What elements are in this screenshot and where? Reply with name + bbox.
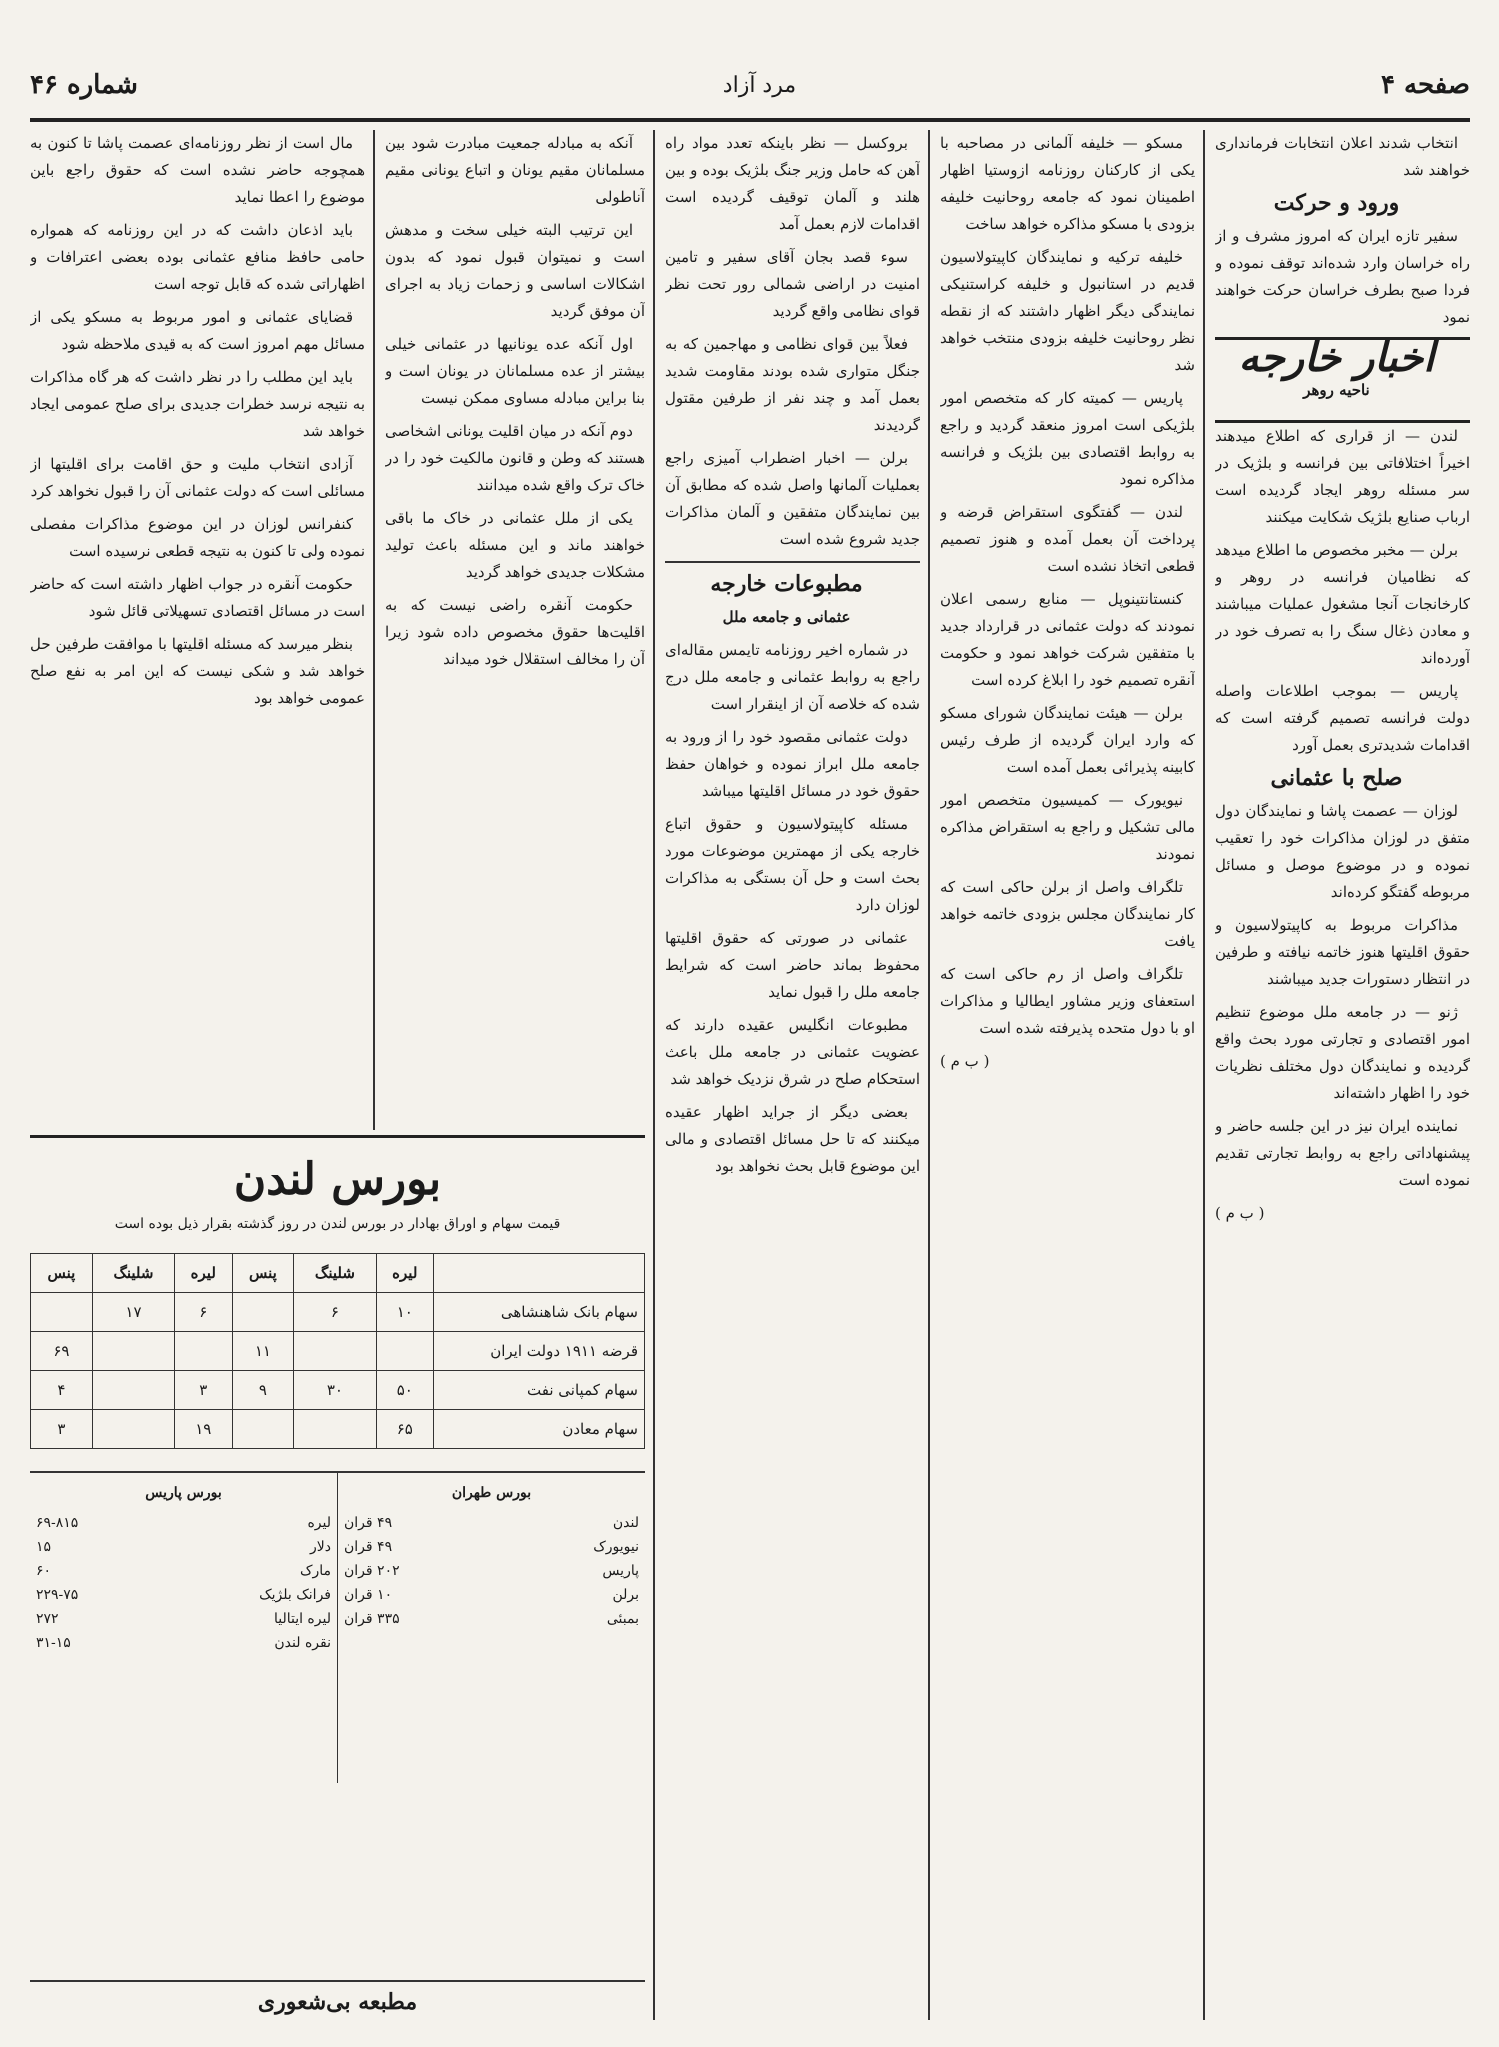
exchange-key: دلار [310,1539,331,1555]
press-para: مطبوعات انگلیس عقیده دارند که عضویت عثمانی در جامعه ملل باعث استحکام صلح در شرق نزدیک خواهد شد [665,1016,920,1088]
rates-header: پنس [232,1254,294,1293]
exchange-value: ۲۰۲ قران [344,1563,400,1579]
foreign-news-sub: ناحیه روهر [1303,381,1370,399]
peace-heading: صلح با عثمانی [1270,765,1403,791]
list-item [36,1631,331,1655]
rate-cell: ۴ [31,1371,93,1410]
col2-para: برلن — هیئت نمایندگان شورای مسکو که وارد ایران گردیده از طرف رئیس کابینه پذیرائی بعمل آمده است [940,704,1195,776]
exchange-key: پاریس [602,1563,639,1579]
exchange-value: ۲۷۲ [36,1611,59,1627]
foreign-news-header [1215,334,1470,423]
press-sub: عثمانی و جامعه ملل [722,608,851,626]
table-row [31,1371,645,1410]
rate-name: قرضه ۱۹۱۱ دولت ایران [434,1332,645,1371]
rate-cell: ۳ [31,1410,93,1449]
rates-header: لیره [175,1254,232,1293]
list-item [344,1583,639,1607]
col4-para: این ترتیب البته خیلی سخت و مدهش است و نمیتوان قبول نمود که بدون اشکالات اساسی و زحمات زیاد به اجرای آن موفق گردید [385,221,645,320]
list-item [36,1559,331,1583]
press-para: دولت عثمانی مقصود خود را از ورود به جامعه ملل ابراز نموده و خواهان حفظ حقوق خود در مسائل اقلیتها میباشد [665,728,920,800]
rate-cell: ۱۰ [376,1293,433,1332]
press-para: در شماره اخیر روزنامه تایمس مقاله‌ای راجع به روابط عثمانی و جامعه ملل درج شده که خلاصه آن از اینقرار است [665,641,920,713]
col3-para: فعلاً بین قوای نظامی و مهاجمین که به جنگل متواری شده بودند مقاومت شدید بعمل آمد و چند نفر از طرفین مقتول گردیدند [665,335,920,434]
rate-cell: ۶ [175,1293,232,1332]
newspaper-page [30,40,1470,2030]
exchange-key: لیره ایتالیا [273,1611,331,1627]
exchange-panels [30,1471,645,1783]
rate-cell: ۵۰ [376,1371,433,1410]
col2-para: خلیفه ترکیه و نمایندگان کاپیتولاسیون قدیم در استانبول و خلیفه کراستنیکی نمایندگی دیگر اظهار داشتند که از نقطه نظر روحانیت خلیفه بزودی منتخب خواهد شد [940,248,1195,374]
paris-bourse-title: بورس پاریس [145,1485,222,1501]
foreign-news-heading: اخبار خارجه [1238,334,1435,381]
issue-number: شماره ۴۶ [30,70,138,100]
table-row [31,1293,645,1332]
table-row [31,1410,645,1449]
exchange-value: ۱۰ قران [344,1587,393,1603]
page-header [30,60,1470,110]
rate-cell: ۹ [232,1371,294,1410]
page-number: صفحه ۴ [1381,70,1470,100]
rate-cell: ۱۷ [92,1293,174,1332]
exchange-key: بمبئی [606,1611,639,1627]
column-1 [1215,130,1470,2020]
col1-para: لوزان — عصمت پاشا و نمایندگان دول متفق در لوزان مذاکرات خود را تعقیب نموده و در موضوع موصل و مسائل مربوطه گفتگو کرده‌اند [1215,802,1470,901]
rate-cell: ۳۰ [294,1371,376,1410]
press-para: عثمانی در صورتی که حقوق اقلیتها محفوظ بماند حاضر است که شرایط جامعه ملل را قبول نماید [665,929,920,1001]
col2-para: پاریس — کمیته کار که متخصص امور بلژیکی است امروز منعقد گردید و راجع به روابط اقتصادی بین بلژیک و فرانسه مذاکره نمود [940,389,1195,488]
column-5 [30,130,365,1170]
exchange-key: برلن [612,1587,639,1603]
list-item [344,1607,639,1631]
col3-para: بروکسل — نظر باینکه تعدد مواد راه آهن که حامل وزیر جنگ بلژیک بوده و بین هلند و آلمان توقیف گردیده است اقدامات لازم بعمل آمد [665,134,920,233]
col2-para: مسکو — خلیفه آلمانی در مصاحبه با یکی از کارکنان روزنامه ازوستیا اظهار اطمینان نمود که جامعه روحانیت خلیفه بزودی با مسکو مذاکره خواهد ساخت [940,134,1195,233]
column-4 [385,130,645,890]
col2-para: تلگراف واصل از برلن حاکی است که کار نمایندگان مجلس بزودی خاتمه خواهد یافت [940,878,1195,950]
tehran-bourse-title: بورس طهران [451,1485,532,1501]
column-divider [373,130,375,1130]
exchange-value: ۳۳۵ قران [344,1611,400,1627]
col1-para: پاریس — بموجب اطلاعات واصله دولت فرانسه تصمیم گرفته است که اقدامات شدیدتری بعمل آورد [1215,682,1470,754]
exchange-key: نقره لندن [274,1635,331,1651]
col5-para: مال است از نظر روزنامه‌ای عصمت پاشا تا کنون به همچوجه حاضر نشده است که حقوق راجع باین موضوع را اعطا نماید [30,134,365,206]
col5-para: آزادی انتخاب ملیت و حق اقامت برای اقلیتها از مسائلی است که دولت عثمانی آن را قبول نخواهد کرد [30,455,365,500]
column-3 [665,130,920,2020]
col5-para: باید این مطلب را در نظر داشت که هر گاه مذاکرات به نتیجه نرسد خطرات جدیدی برای صلح عمومی ایجاد خواهد شد [30,368,365,440]
col2-para: تلگراف واصل از رم حاکی است که استعفای وزیر مشاور ایطالیا و مذاکرات او با دول متحده پذیرفته شده است [940,965,1195,1037]
header-rule [30,118,1470,122]
entry-heading: ورود و حرکت [1273,190,1400,216]
exchange-value: ۴۹ قران [344,1539,393,1555]
table-row [31,1332,645,1371]
col5-para: قضایای عثمانی و امور مربوط به مسکو یکی از مسائل مهم امروز است که به قیدی ملاحظه شود [30,308,365,353]
col3-para: برلن — اخبار اضطراب آمیزی راجع بعملیات آلمانها واصل شده که مطابق آن بین نمایندگان متفقین و آلمان مذاکرات جدید شروع شده است [665,449,920,548]
col2-para: لندن — گفتگوی استقراض قرضه و پرداخت آن بعمل آمده و هنوز تصمیم قطعی اتخاذ نشده است [940,503,1195,575]
printer-footer [30,1980,645,2022]
rate-cell: ۳ [175,1371,232,1410]
newspaper-title: مرد آزاد [722,72,797,98]
exchange-value: ۴۹ قران [344,1515,393,1531]
col2-signature: ( ب م ) [940,1052,990,1070]
list-item [344,1559,639,1583]
rates-header: پنس [31,1254,93,1293]
rate-cell [92,1410,174,1449]
exchange-value: ۱۵ [36,1539,52,1555]
rates-header-row [31,1254,645,1293]
col4-para: دوم آنکه در میان اقلیت یونانی اشخاصی هستند که وطن و قانون مالکیت خود را در خاک ترک واقع شده میدانند [385,422,645,494]
rate-cell: ۶۹ [31,1332,93,1371]
rate-cell: ۶۵ [376,1410,433,1449]
exchange-value: ۶۹-۸۱۵ [36,1515,79,1531]
list-item [36,1607,331,1631]
rate-cell [31,1293,93,1332]
col5-para: کنفرانس لوزان در این موضوع مذاکرات مفصلی نموده ولی تا کنون به نتیجه قطعی نرسیده است [30,515,365,560]
list-item [344,1535,639,1559]
column-2 [940,130,1195,2020]
press-heading: مطبوعات خارجه [710,571,863,597]
col1-intro: انتخاب شدند اعلان انتخابات فرمانداری خواهند شد [1215,134,1470,179]
rate-cell: ۱۱ [232,1332,294,1371]
rate-name: سهام معادن [434,1410,645,1449]
col3-para: سوء قصد بجان آقای سفیر و تامین امنیت در اراضی شمالی رور تحت نظر قوای نظامی واقع گردید [665,248,920,320]
rate-cell [294,1410,376,1449]
bourse-section [30,1135,645,2018]
exchange-value: ۲۲۹-۷۵ [36,1587,79,1603]
col4-para: اول آنکه عده یونانیها در عثمانی خیلی بیشتر از عده مسلمانان در یونان است و بنا براین مبادله مساوی ممکن نیست [385,335,645,407]
col1-signature: ( ب م ) [1215,1204,1265,1222]
exchange-key: لیره [307,1515,331,1531]
col4-para: آنکه به مبادله جمعیت مبادرت شود بین مسلمانان مقیم یونان و اتباع یونانی مقیم آناطولی [385,134,645,206]
entry-text: سفیر تازه ایران که امروز مشرف و از راه خراسان وارد شده‌اند توقف نموده و فردا صبح بطرف خراسان حرکت خواهند نمود [1215,227,1470,326]
list-item [36,1511,331,1535]
rates-header: شلینگ [294,1254,376,1293]
rate-cell [232,1410,294,1449]
rate-cell [175,1332,232,1371]
col5-para: بنظر میرسد که مسئله اقلیتها با موافقت طرفین حل خواهد شد و شکی نیست که این امر به نفع صلح عمومی خواهد بود [30,635,365,707]
col1-para: نماینده ایران نیز در این جلسه حاضر و پیشنهاداتی راجع به روابط تجارتی تقدیم نموده است [1215,1117,1470,1189]
exchange-key: فرانک بلژیک [259,1587,331,1603]
rates-header: لیره [376,1254,433,1293]
col1-para: مذاکرات مربوط به کاپیتولاسیون و حقوق اقلیتها هنوز خاتمه نیافته و طرفین در انتظار دستورات جدید میباشند [1215,916,1470,988]
exchange-key: نیویورک [593,1539,639,1555]
col5-para: حکومت آنقره در جواب اظهار داشته است که حاضر است در مسائل اقتصادی تسهیلاتی قائل شود [30,575,365,620]
rate-cell: ۶ [294,1293,376,1332]
exchange-key: مارک [299,1563,331,1579]
rate-cell: ۱۹ [175,1410,232,1449]
column-divider [1203,130,1205,2020]
bourse-subtitle: قیمت سهام و اوراق بهادار در بورس لندن در روز گذشته بقرار ذیل بوده است [114,1216,561,1232]
bourse-title: بورس لندن [233,1154,442,1205]
press-para: بعضی دیگر از جراید اظهار عقیده میکنند که تا حل مسائل اقتصادی و مالی این موضوع قابل بحث نخواهد بود [665,1103,920,1175]
rate-cell [92,1371,174,1410]
col1-para: برلن — مخبر مخصوص ما اطلاع میدهد که نظامیان فرانسه در روهر و کارخانجات آنجا مشغول عملیات میباشند و معادن ذغال سنگ را به تصرف خود در آورده‌اند [1215,541,1470,667]
paris-bourse [30,1473,337,1783]
exchange-value: ۶۰ [36,1563,52,1579]
col1-para: ژنو — در جامعه ملل موضوع تنظیم امور اقتصادی و تجارتی مورد بحث واقع گردیده و نمایندگان دول مختلف نظریات خود را اظهار داشته‌اند [1215,1003,1470,1102]
rate-name: سهام بانک شاهنشاهی [434,1293,645,1332]
rate-name: سهام کمپانی نفت [434,1371,645,1410]
list-item [344,1511,639,1535]
col4-para: یکی از ملل عثمانی در خاک ما باقی خواهند ماند و این مسئله باعث تولید مشکلات جدیدی خواهد گردید [385,509,645,581]
section-rule [665,561,920,563]
exchange-key: لندن [612,1515,639,1531]
rate-cell [232,1293,294,1332]
printer-name: مطبعه بی‌شعوری [257,1989,418,2015]
col2-para: نیویورک — کمیسیون متخصص امور مالی تشکیل و راجع به استقراض مذاکره نمودند [940,791,1195,863]
list-item [36,1535,331,1559]
tehran-bourse [337,1473,645,1783]
col1-para: لندن — از قراری که اطلاع میدهند اخیراً اختلافاتی بین فرانسه و بلژیک در سر مسئله روهر ایجاد گردیده است ارباب صنایع بلژیک شکایت میکنند [1215,427,1470,526]
col5-para: باید اذعان داشت که در این روزنامه که همواره حامی حافظ منافع عثمانی بوده بعضی اعترافات و اظهاراتی شده که قابل توجه است [30,221,365,293]
rate-cell [92,1332,174,1371]
rates-header: شلینگ [92,1254,174,1293]
exchange-value: ۳۱-۱۵ [36,1635,71,1651]
column-divider [928,130,930,2020]
rate-cell [294,1332,376,1371]
list-item [36,1583,331,1607]
press-para: مسئله کاپیتولاسیون و حقوق اتباع خارجه یکی از مهمترین موضوعات مورد بحث است و حل آن بستگی به مذاکرات لوزان دارد [665,815,920,914]
rate-cell [376,1332,433,1371]
rates-table [30,1253,645,1449]
col4-para: حکومت آنقره راضی نیست که به اقلیت‌ها حقوق مخصوص داده شود زیرا آن را مخالف استقلال خود میداند [385,596,645,668]
col2-para: کنستانتینوپل — منابع رسمی اعلان نمودند که دولت عثمانی در قرارداد جدید با متفقین شرکت خواهد نمود و حکومت آنقره تصمیم خود را ابلاغ کرده است [940,590,1195,689]
rates-header-name [434,1254,645,1293]
column-divider [653,130,655,2020]
